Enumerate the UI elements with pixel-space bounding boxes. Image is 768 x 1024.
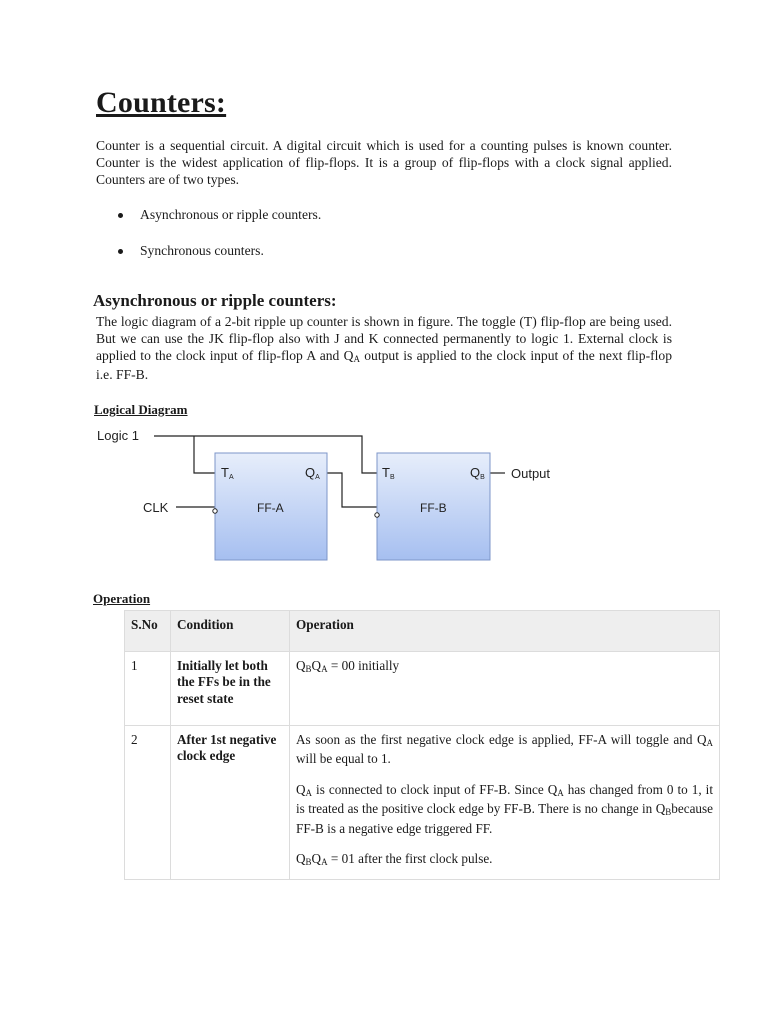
sno-cell: 1 bbox=[125, 652, 171, 726]
column-header: Operation bbox=[290, 611, 720, 652]
operation-paragraph: $Q_A$ is connected to clock input of FF-B. Since $Q_A$ has changed from 0 to 1, it is treated as the positive clock edge by FF-B. There is no change in $Q_Bbecause$ FF-B is a negative edge triggered FF. bbox=[296, 781, 714, 836]
logic-diagram bbox=[0, 420, 768, 570]
sno-cell: 2 bbox=[125, 726, 171, 880]
output-label: Output bbox=[511, 466, 551, 481]
ff-a-q-label: QA bbox=[305, 465, 320, 481]
operation-paragraph: As soon as the first negative clock edge is applied, FF-A will toggle and $Q_A$ will be equal to 1. bbox=[296, 732, 713, 767]
bullet-label: Asynchronous or ripple counters. bbox=[140, 207, 322, 222]
table-header-row bbox=[125, 611, 720, 652]
bullet-icon bbox=[118, 213, 123, 218]
subscript: A bbox=[353, 353, 360, 364]
condition-cell: Initially let both the FFs be in the reset state bbox=[171, 652, 290, 726]
operation-cell bbox=[290, 726, 720, 880]
subscript: B bbox=[305, 664, 312, 674]
bullet-label: Synchronous counters. bbox=[140, 243, 264, 258]
condition-cell: After 1st negative clock edge bbox=[171, 726, 290, 880]
table-row bbox=[125, 726, 720, 880]
operation-heading: Operation bbox=[93, 591, 151, 606]
table-row bbox=[125, 652, 720, 726]
column-header: S.No bbox=[125, 611, 171, 652]
clock-bubble-icon bbox=[213, 509, 217, 513]
q-text: Q bbox=[296, 658, 306, 673]
bullet-item-sync bbox=[118, 243, 264, 259]
page-title: Counters: bbox=[96, 86, 227, 119]
intro-paragraph: Counter is a sequential circuit. A digital circuit which is used for a counting pulses is known counter. Counter is the widest application of flip-flops. It is a group of flip-flops with a clock signal applied. Counters are of two types. bbox=[96, 138, 672, 187]
qa-wire bbox=[327, 473, 377, 507]
op-rest: = 00 initially bbox=[327, 658, 400, 673]
clk-label: CLK bbox=[143, 500, 169, 515]
operation-cell bbox=[290, 652, 720, 726]
clock-bubble-icon bbox=[375, 513, 379, 517]
ff-b-name: FF-B bbox=[420, 501, 447, 515]
logic1-label: Logic 1 bbox=[97, 428, 139, 443]
logical-diagram-heading: Logical Diagram bbox=[94, 402, 188, 417]
q-text: Q bbox=[311, 658, 322, 673]
operation-paragraph: $Q_BQ_A = 01$ after the first clock pulse. bbox=[296, 851, 493, 868]
subscript: A bbox=[321, 664, 328, 674]
bullet-icon bbox=[118, 249, 123, 254]
bullet-item-async bbox=[118, 207, 321, 223]
ff-a-t-label: TA bbox=[221, 465, 234, 481]
ff-a-name: FF-A bbox=[257, 501, 284, 515]
operation-table bbox=[124, 610, 720, 880]
column-header: Condition bbox=[171, 611, 290, 652]
section-heading: Asynchronous or ripple counters: bbox=[93, 291, 337, 310]
section-paragraph bbox=[96, 314, 672, 384]
ff-b-t-label: TB bbox=[382, 465, 395, 481]
para-part: output is applied to the clock input of the next flip-flop i.e. FF-B. bbox=[96, 347, 673, 383]
para-part: The logic diagram of a 2-bit ripple up counter is shown in figure. The toggle (T) flip-flop are being used. But we can use the JK flip-flop also with J and K connected permanently to logic 1. External clock is applied to the clock input of flip-flop A and Q bbox=[96, 314, 672, 363]
logic1-wire-a bbox=[194, 436, 215, 473]
ff-b-q-label: QB bbox=[470, 465, 485, 481]
